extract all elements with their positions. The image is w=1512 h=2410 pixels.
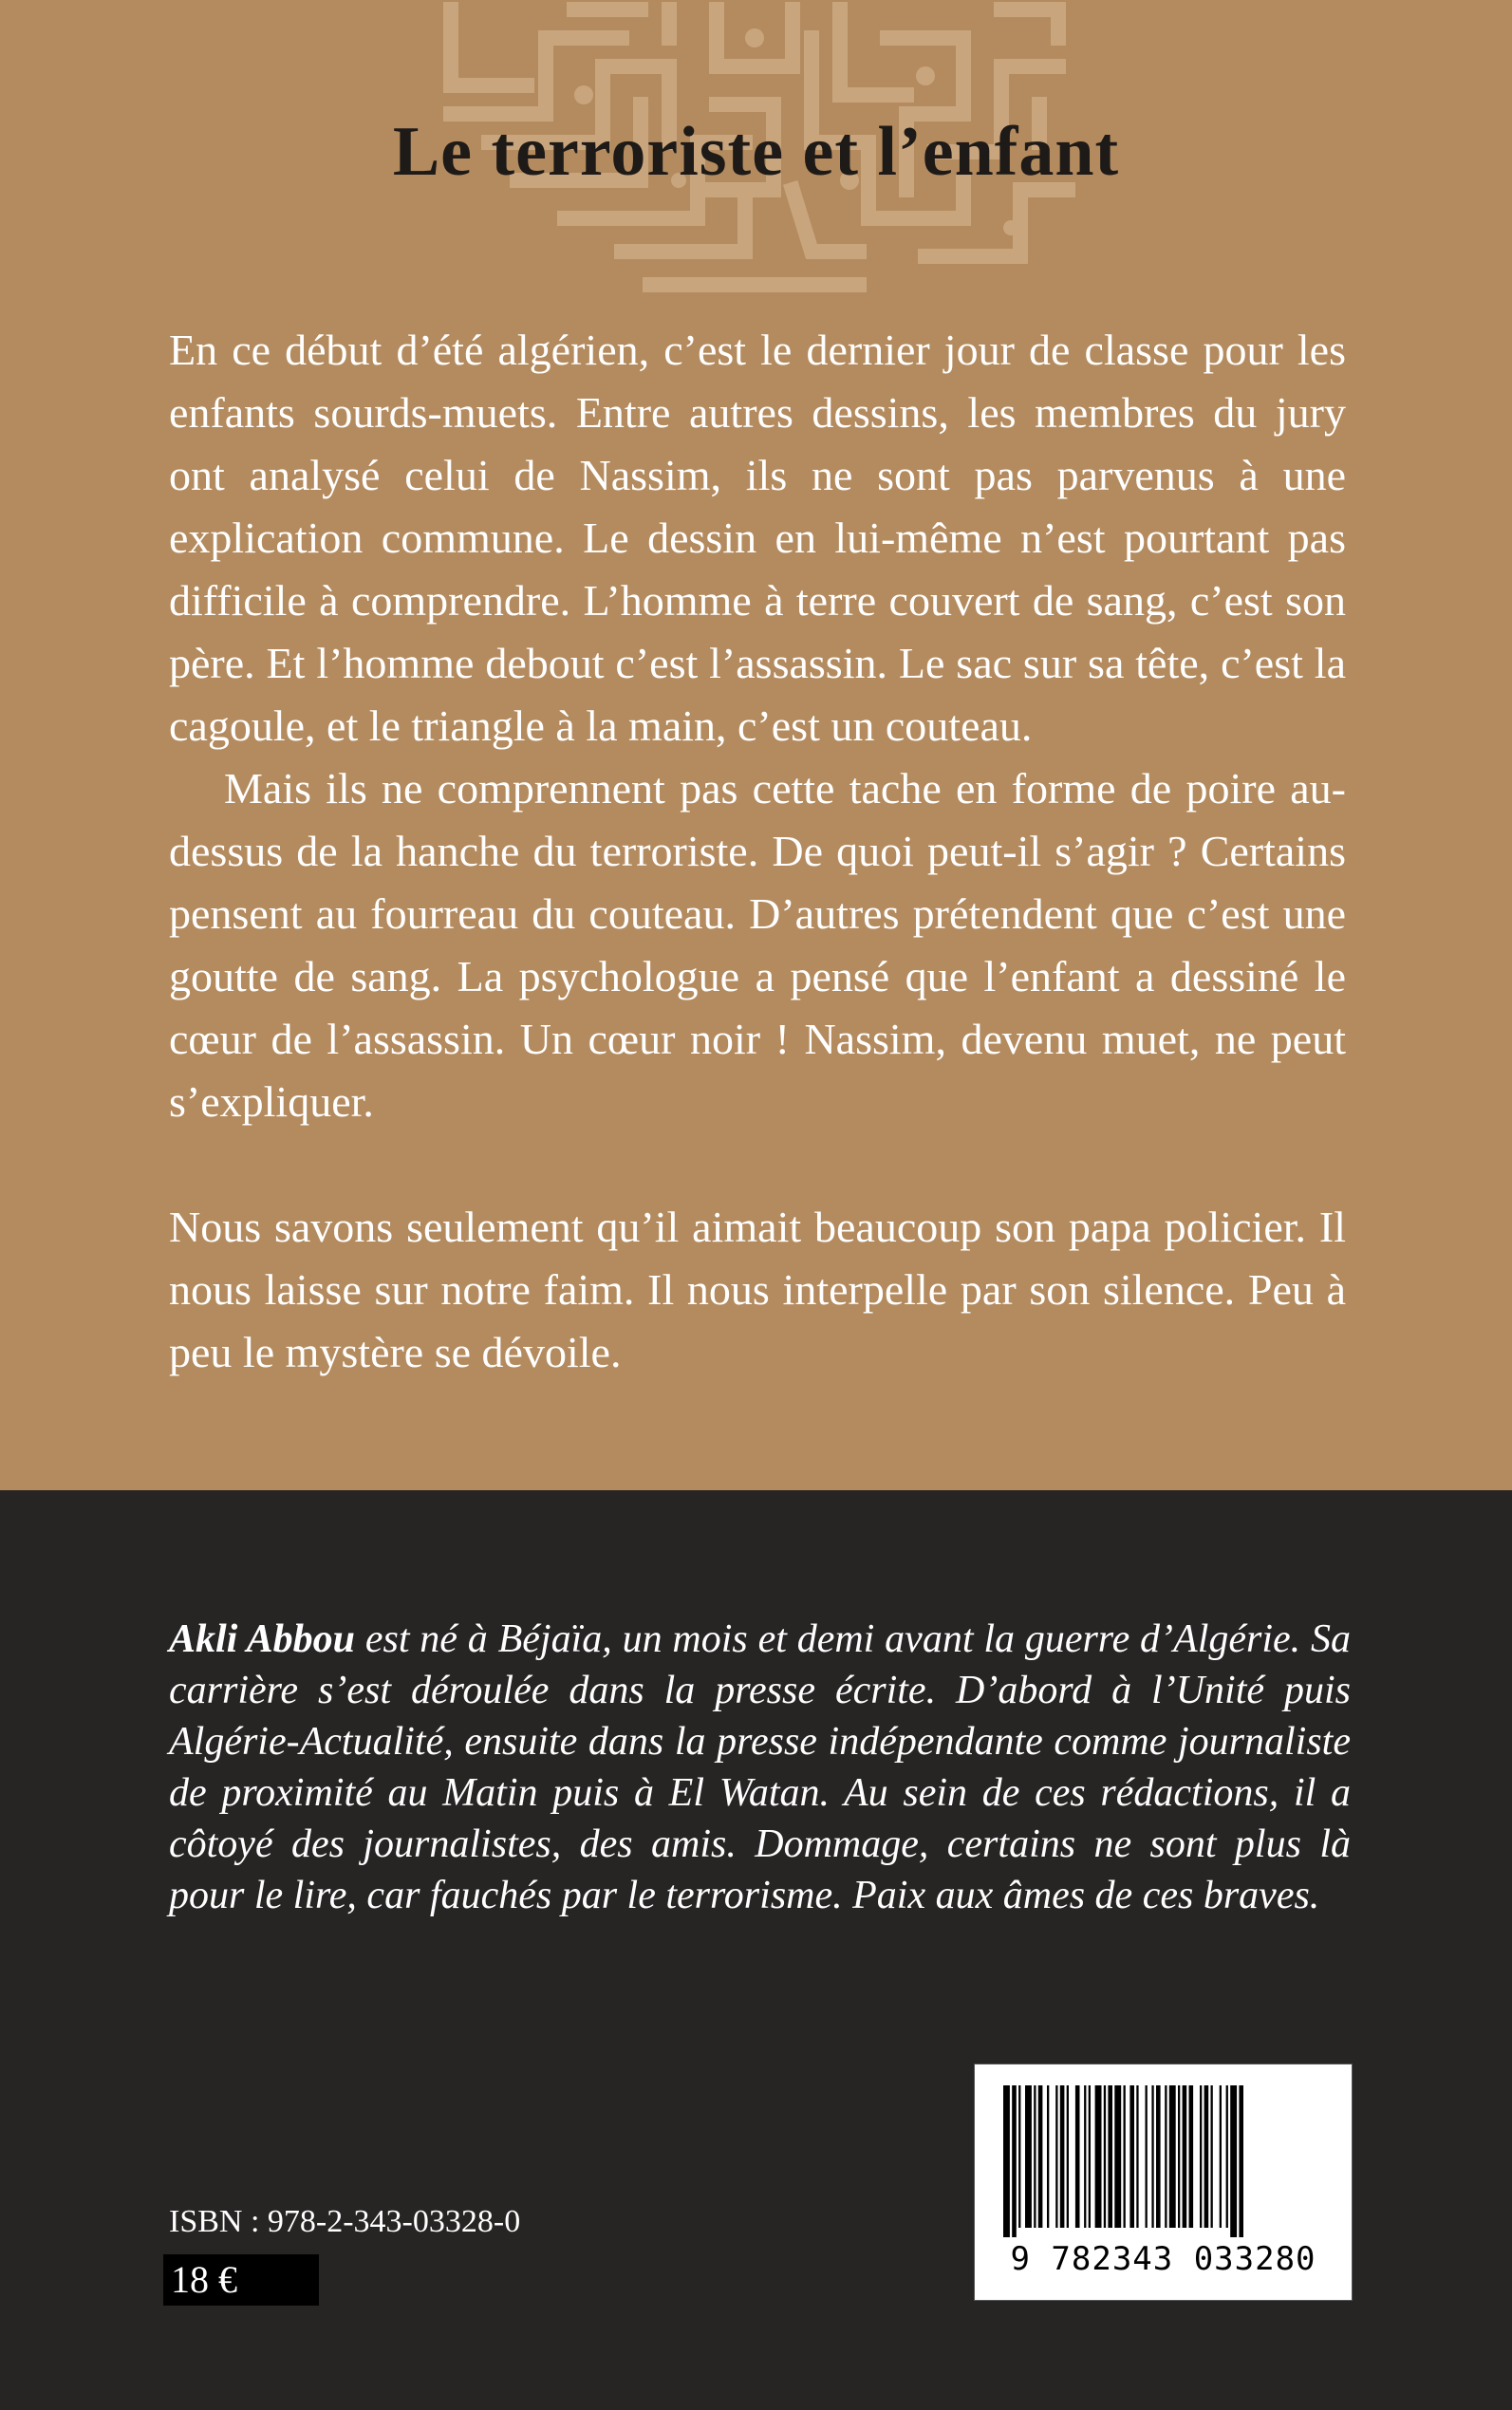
barcode-bar	[1156, 2085, 1161, 2228]
barcode-bar	[1089, 2085, 1091, 2228]
price-tag: 18 €	[163, 2254, 319, 2306]
barcode-bar	[1003, 2085, 1010, 2237]
barcode-bar	[1095, 2085, 1102, 2228]
barcode-bars	[1003, 2085, 1323, 2237]
synopsis-paragraph-2: Mais ils ne comprennent pas cette tache en forme de poire au-dessus de la hanche du terroriste. De quoi peut-il s’agir ? Certains pensent au fourreau du couteau. D’autres prétendent que c’est une goutte de sang. La psychologue a pensé que l’enfant a dessiné le cœur de l’assassin. Un cœur noir ! Nassim, devenu muet, ne peut s’expliquer.	[169, 764, 1346, 1126]
barcode-bar	[1114, 2085, 1121, 2228]
barcode-bar	[1151, 2085, 1153, 2228]
book-title: Le terroriste et l’enfant	[392, 113, 1120, 191]
barcode-bar	[1226, 2085, 1228, 2228]
barcode-bar	[1211, 2085, 1213, 2228]
barcode-bar	[1136, 2085, 1138, 2228]
barcode-bar	[1124, 2085, 1126, 2228]
barcode-bar	[1025, 2085, 1032, 2228]
barcode-bar	[1060, 2085, 1065, 2228]
barcode-bar	[1178, 2085, 1180, 2228]
author-name: Akli Abbou	[169, 1617, 355, 1661]
barcode-bar	[1084, 2085, 1086, 2228]
barcode-bar	[1200, 2085, 1202, 2228]
barcode-bar	[1047, 2085, 1049, 2228]
synopsis-text	[169, 319, 1346, 1384]
barcode-bar	[1055, 2085, 1057, 2228]
barcode-bar	[1104, 2085, 1106, 2228]
barcode-bar	[1169, 2085, 1176, 2228]
barcode-bar	[1012, 2085, 1017, 2237]
barcode-bar	[1146, 2085, 1148, 2228]
isbn: ISBN : 978-2-343-03328-0	[169, 2204, 521, 2239]
barcode-bar	[1018, 2085, 1020, 2228]
barcode-bar	[1034, 2085, 1036, 2228]
barcode-bar	[1183, 2085, 1187, 2228]
barcode-bar	[1230, 2085, 1237, 2237]
synopsis-paragraph-1: En ce début d’été algérien, c’est le dernier jour de classe pour les enfants sourds-muets. Entre autres dessins, les membres du jury ont analysé celui de Nassim, ils ne sont pas parvenus à une explication commune. Le dessin en lui-même n’est pourtant pas difficile à comprendre. L’homme à terre couvert de sang, c’est son père. Et l’homme debout c’est l’assassin. Le sac sur sa tête, c’est la cagoule, et le triangle à la main, c’est un couteau.	[169, 326, 1346, 750]
barcode-bar	[1108, 2085, 1112, 2228]
barcode-bar	[1165, 2085, 1167, 2228]
barcode-bar	[1239, 2085, 1243, 2237]
author-bio-text: est né à Béjaïa, un mois et demi avant la guerre d’Algérie. Sa carrière s’est déroulée dans la presse écrite. D’abord à l’Unité puis Algérie-Actualité, ensuite dans la presse indépendante comme journaliste de proximité au Matin puis à El Watan. Au sein de ces rédactions, il a côtoyé des journalistes, des amis. Dommage, certains ne sont plus là pour le lire, car fauchés par le terrorisme. Paix aux âmes de ces braves.	[169, 1617, 1351, 1917]
barcode-bar	[1075, 2085, 1080, 2228]
barcode-bar	[1189, 2085, 1194, 2228]
barcode-bar	[1129, 2085, 1134, 2228]
author-bio	[169, 1614, 1351, 1921]
barcode-bar	[1038, 2085, 1043, 2228]
barcode	[974, 2064, 1353, 2301]
barcode-bar	[1067, 2085, 1069, 2228]
barcode-number: 9 782343 033280	[1010, 2240, 1316, 2278]
barcode-bar	[1220, 2085, 1222, 2228]
barcode-bar	[1204, 2085, 1209, 2228]
synopsis-paragraph-3: Nous savons seulement qu’il aimait beaucoup son papa policier. Il nous laisse sur notre faim. Il nous interpelle par son silence. Peu à peu le mystère se dévoile.	[169, 1203, 1346, 1376]
author-panel	[0, 1490, 1512, 2410]
